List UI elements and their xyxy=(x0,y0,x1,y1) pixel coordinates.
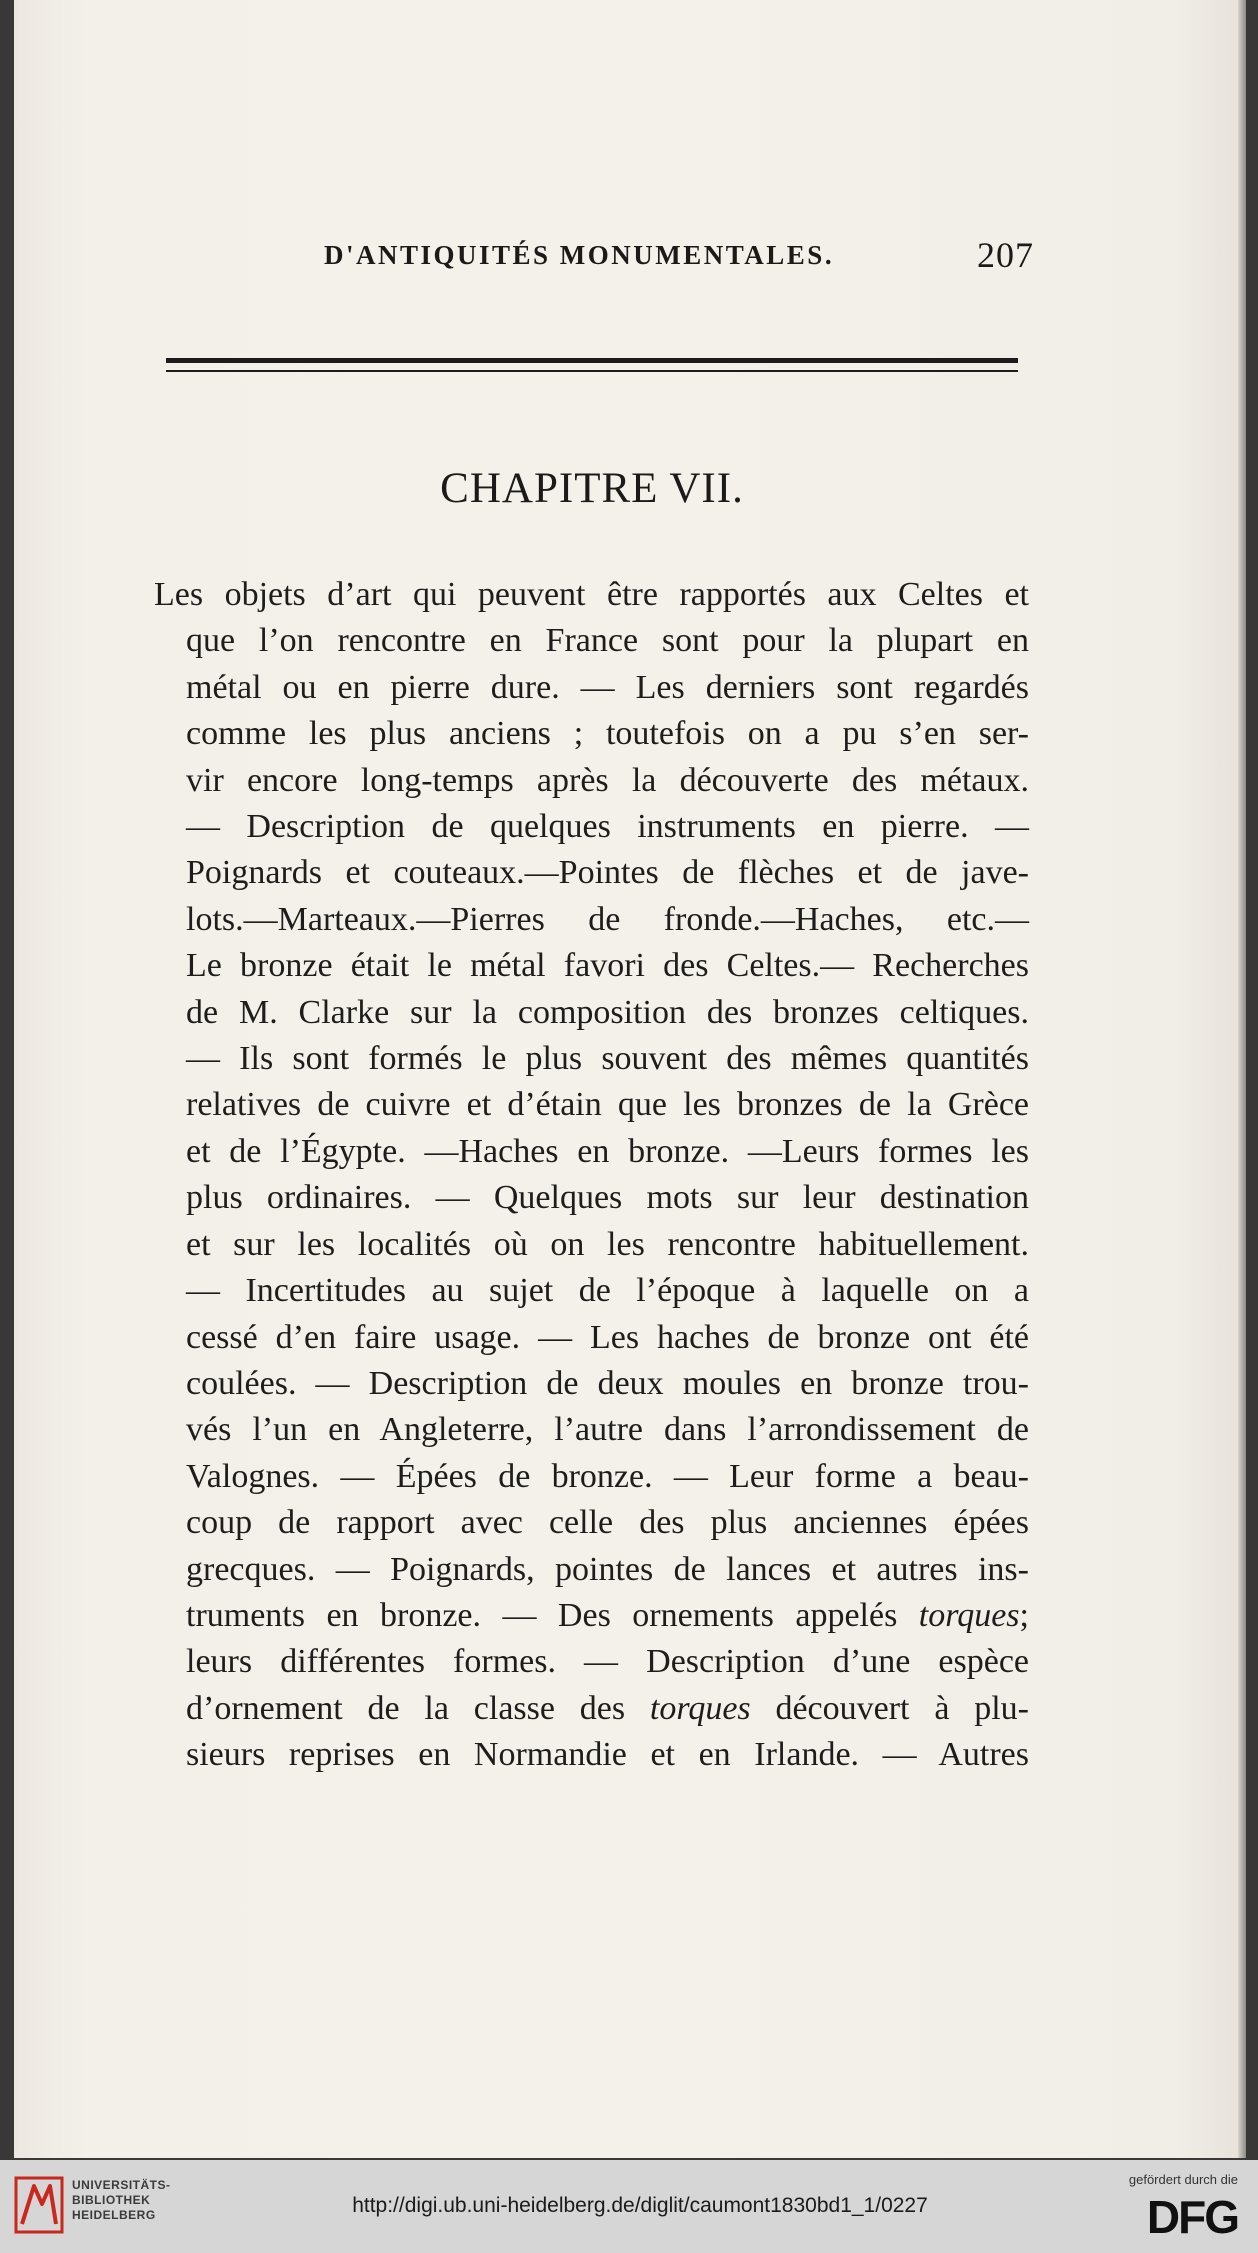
page-edge-shadow xyxy=(1238,0,1246,2158)
book-page xyxy=(14,0,1246,2158)
summary-line: de M. Clarke sur la composition des bronzes celtiques. xyxy=(186,993,1029,1031)
summary-line: sieurs reprises en Normandie et en Irlande. — Autres xyxy=(186,1736,1029,1774)
running-head-title: D'ANTIQUITÉS MONUMENTALES. xyxy=(324,240,835,270)
summary-line: lots.—Marteaux.—Pierres de fronde.—Haches, etc.— xyxy=(186,900,1029,938)
library-name-line: HEIDELBERG xyxy=(72,2208,156,2222)
summary-text: truments en bronze. — Des ornements appelés xyxy=(186,1596,919,1634)
summary-line: métal ou en pierre dure. — Les derniers sont regardés xyxy=(186,668,1029,706)
library-name-line: BIBLIOTHEK xyxy=(72,2193,151,2207)
summary-line: cessé d’en faire usage. — Les haches de bronze ont été xyxy=(186,1318,1029,1356)
summary-line: Valognes. — Épées de bronze. — Leur forme a beau- xyxy=(186,1457,1029,1495)
chapter-summary xyxy=(154,572,1029,1779)
running-head xyxy=(324,235,1034,275)
summary-line: grecques. — Poignards, pointes de lances et autres ins- xyxy=(186,1550,1029,1588)
summary-line: leurs différentes formes. — Description d’une espèce xyxy=(186,1643,1029,1681)
summary-line: — Description de quelques instruments en pierre. — xyxy=(186,808,1029,846)
summary-text: découvert à plu- xyxy=(750,1689,1029,1727)
summary-line: vés l’un en Angleterre, l’autre dans l’arrondissement de xyxy=(186,1411,1029,1449)
dfg-logo: DFG xyxy=(1146,2191,1238,2243)
summary-text: d’ornement de la classe des xyxy=(186,1689,650,1727)
summary-line: et de l’Égypte. —Haches en bronze. —Leurs formes les xyxy=(186,1132,1029,1170)
summary-line: relatives de cuivre et d’étain que les bronzes de la Grèce xyxy=(186,1086,1029,1124)
summary-line-torques xyxy=(186,1686,1029,1732)
summary-line: vir encore long-temps après la découverte des métaux. xyxy=(186,761,1029,799)
summary-line: comme les plus anciens ; toutefois on a pu s’en ser- xyxy=(186,715,1029,753)
summary-line: plus ordinaires. — Quelques mots sur leur destination xyxy=(186,1179,1029,1217)
chapter-title: CHAPITRE VII. xyxy=(440,465,744,512)
library-name xyxy=(72,2178,171,2223)
summary-text: ; xyxy=(1019,1596,1029,1634)
permalink-url[interactable]: http://digi.ub.uni-heidelberg.de/diglit/caumont1830bd1_1/0227 xyxy=(352,2194,928,2217)
summary-line: — Ils sont formés le plus souvent des mêmes quantités xyxy=(186,1040,1029,1078)
summary-line: — Incertitudes au sujet de l’époque à laquelle on a xyxy=(186,1272,1029,1310)
funding-caption: gefördert durch die xyxy=(1128,2172,1238,2187)
university-library-logo-icon xyxy=(14,2174,64,2236)
viewer-footer xyxy=(0,2160,1258,2253)
summary-line: coulées. — Description de deux moules en bronze trou- xyxy=(186,1364,1029,1402)
summary-line: Les objets d’art qui peuvent être rapportés aux Celtes et xyxy=(154,576,1029,613)
summary-line: Le bronze était le métal favori des Celtes.— Recherches xyxy=(186,947,1029,985)
summary-line: que l’on rencontre en France sont pour la plupart en xyxy=(186,622,1029,660)
summary-line: Poignards et couteaux.—Pointes de flèches et de jave- xyxy=(186,854,1029,892)
header-rule-thin xyxy=(166,370,1018,372)
library-name-line: UNIVERSITÄTS- xyxy=(72,2178,171,2192)
summary-line: et sur les localités où on les rencontre habituellement. xyxy=(186,1225,1029,1263)
summary-line-torques xyxy=(186,1593,1029,1639)
summary-italic-term: torques xyxy=(649,1689,751,1727)
header-rule-thick xyxy=(166,358,1018,363)
summary-line: coup de rapport avec celle des plus anciennes épées xyxy=(186,1504,1029,1542)
summary-italic-term: torques xyxy=(918,1596,1020,1634)
page-number: 207 xyxy=(977,235,1034,275)
